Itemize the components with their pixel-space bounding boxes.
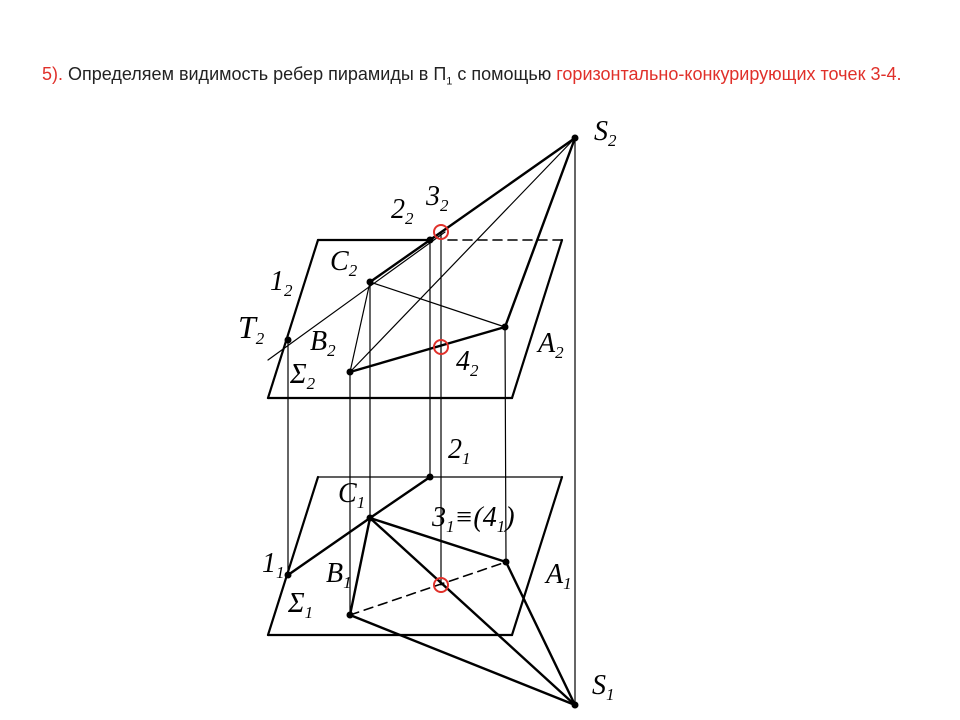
label-S2: $S_2$ (594, 116, 617, 150)
heading-text-sub: 1 (446, 75, 453, 88)
edge-A2-S2 (505, 138, 575, 327)
plane1-right-edge (512, 477, 562, 635)
edge-C2-22 (370, 240, 430, 282)
step-number: 5). (42, 64, 64, 84)
label-Sigma2: $\Sigma_2$ (290, 359, 316, 393)
point-S2 (572, 135, 579, 142)
point-labels (238, 116, 617, 704)
heading-text-red: горизонтально-конкурирующих точек 3-4. (556, 64, 902, 84)
label-31-41: $3_1\equiv(4_1)$ (432, 502, 515, 536)
plane2-right-edge (512, 240, 562, 398)
label-42: $4_2$ (456, 346, 479, 380)
point-12 (285, 337, 292, 344)
point-A2 (502, 324, 509, 331)
point-21 (427, 474, 434, 481)
point-C1 (367, 515, 374, 522)
label-12: $1_2$ (270, 266, 293, 300)
edge-C1-B1 (350, 518, 370, 615)
edge-C2-B2 (350, 282, 370, 372)
label-B2: $B_2$ (310, 326, 336, 360)
label-C1: $C_1$ (338, 478, 366, 512)
linkage-lines (288, 138, 575, 705)
label-11: $1_1$ (262, 548, 285, 582)
edge-22-S2 (430, 138, 575, 240)
label-B1: $B_1$ (326, 558, 352, 592)
edge-B2-A2 (350, 327, 505, 372)
label-21: $2_1$ (448, 434, 471, 468)
label-22: $2_2$ (391, 194, 414, 228)
label-C2: $C_2$ (330, 246, 358, 280)
label-32: $3_2$ (426, 181, 449, 215)
label-T2: T2 (238, 309, 265, 348)
edge-C1-21 (370, 477, 430, 518)
label-Sigma1: $\Sigma_1$ (288, 588, 314, 622)
point-A1 (503, 559, 510, 566)
heading-text-mid: с помощью (452, 64, 557, 84)
heading-text-main: Определяем видимость ребер пирамиды в П (63, 64, 447, 84)
edge-C2-A2 (370, 282, 505, 327)
point-11 (285, 572, 292, 579)
point-C2 (367, 279, 374, 286)
point-S1 (572, 702, 579, 709)
point-B1 (347, 612, 354, 619)
label-A2: $A_2$ (538, 328, 564, 362)
edge-C1-S1 (370, 518, 575, 705)
point-22 (427, 237, 434, 244)
label-S1: $S_1$ (592, 670, 615, 704)
edge-B1-S1 (350, 615, 575, 705)
label-A1: $A_1$ (546, 559, 572, 593)
point-B2 (347, 369, 354, 376)
